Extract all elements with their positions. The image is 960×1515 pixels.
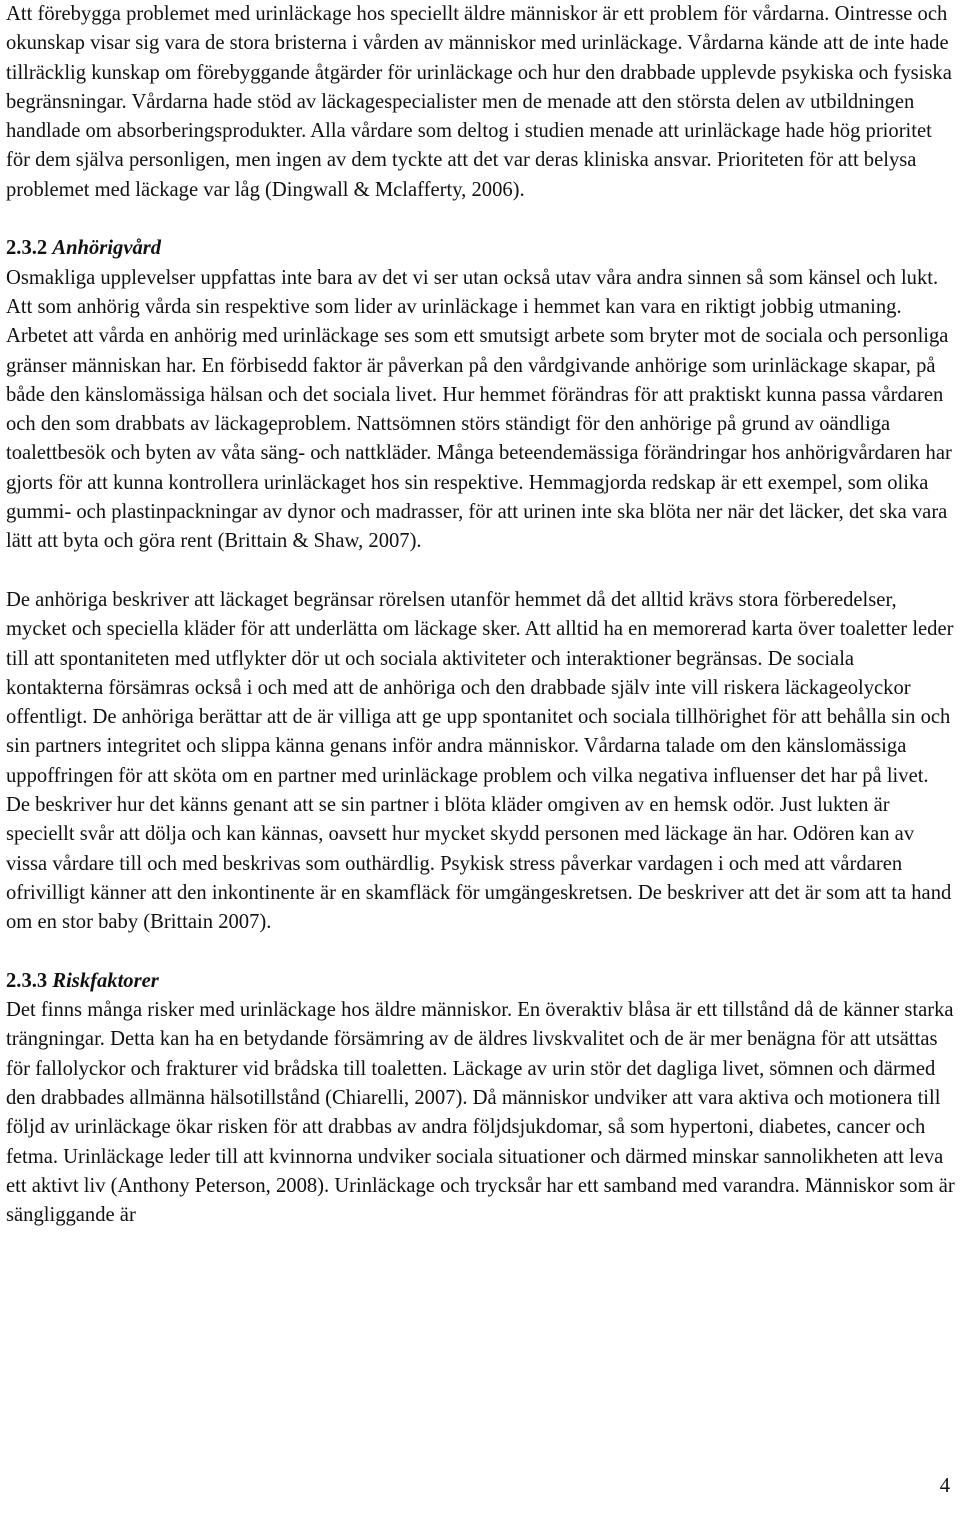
paragraph-intro: Att förebygga problemet med urinläckage hos speciellt äldre människor är ett problem för vårdarna. Ointresse och okunskap visar sig vara de stora bristerna i vården av människor med urinläckage. Vårdarna kände att de inte hade tillräcklig kunskap om förebyggande åtgärder för urinläckage och hur den drabbade upplevde psykiska och fysiska begränsningar. Vårdarna hade stöd av läckagespecialister men de menade att den största delen av utbildningen handlade om absorberingsprodukter. Alla vårdare som deltog i studien menade att urinläckage hade hög prioritet för dem själva personligen, men ingen av dem tyckte att det var deras kliniska ansvar. Prioriteten för att belysa problemet med läckage var låg (Dingwall & Mclafferty, 2006).: [6, 3, 952, 201]
section-title: Riskfaktorer: [52, 969, 159, 992]
section-title: Anhörigvård: [52, 237, 162, 260]
section-number: 2.3.3: [6, 969, 48, 992]
spacer: [6, 938, 956, 967]
page-number: 4: [939, 1475, 950, 1497]
section-heading-riskfaktorer: [6, 967, 956, 996]
section-heading-anhorigvard: [6, 234, 956, 263]
section-number: 2.3.2: [6, 237, 48, 260]
paragraph-anhorigvard-1: Osmakliga upplevelser uppfattas inte bara av det vi ser utan också utav våra andra sinnen så som känsel och lukt. Att som anhörig vårda sin respektive som lider av urinläckage i hemmet kan vara en riktigt jobbig utmaning. Arbetet att vårda en anhörig med urinläckage ses som ett smutsigt arbete som bryter mot de sociala och personliga gränser människan har. En förbisedd faktor är påverkan på den vårdgivande anhörige som urinläckage skapar, på både den känslomässiga hälsan och det sociala livet. Hur hemmet förändras för att praktiskt kunna passa vårdaren och den som drabbats av läckageproblem. Nattsömnen störs ständigt för den anhörige på grund av oändliga toalettbesök och byten av våta säng- och nattkläder. Många beteendemässiga förändringar hos anhörigvårdaren har gjorts för att kunna kontrollera urinläckaget hos sin respektive. Hemmagjorda redskap är ett exempel, som olika gummi- och plastinpackningar av dynor och madrasser, för att urinen inte ska blöta ner när det läcker, det ska vara lätt att byta och göra rent (Brittain & Shaw, 2007).: [6, 266, 952, 553]
spacer: [6, 557, 956, 586]
spacer: [6, 205, 956, 234]
paragraph-riskfaktorer: Det finns många risker med urinläckage hos äldre människor. En överaktiv blåsa är ett tillstånd då de känner starka trängningar. Detta kan ha en betydande försämring av de äldres livskvalitet och de är mer benägna för att utsättas för fallolyckor och frakturer vid brådska till toaletten. Läckage av urin stör det dagliga livet, sömnen och därmed den drabbades allmänna hälsotillstånd (Chiarelli, 2007). Då människor undviker att vara aktiva och motionera till följd av urinläckage ökar risken för att drabbas av andra följdsjukdomar, så som hypertoni, diabetes, cancer och fetma. Urinläckage leder till att kvinnorna undviker sociala situationer och därmed minskar sannolikheten att leva ett aktivt liv (Anthony Peterson, 2008). Urinläckage och trycksår har ett samband med varandra. Människor som är sängliggande är: [6, 999, 955, 1227]
paragraph-anhorigvard-2: De anhöriga beskriver att läckaget begränsar rörelsen utanför hemmet då det alltid krävs stora förberedelser, mycket och speciella kläder för att underlätta om läckage sker. Att alltid ha en memorerad karta över toaletter leder till att spontaniteten med utflykter dör ut och sociala aktiviteter och interaktioner begränsas. De sociala kontakterna försämras också i och med att de anhöriga och den drabbade själv inte vill riskera läckageolyckor offentligt. De anhöriga berättar att de är villiga att ge upp spontanitet och sociala tillhörighet för att behålla sin och sin partners integritet och slippa känna genans inför andra människor. Vårdarna talade om den känslomässiga uppoffringen för att sköta om en partner med urinläckage problem och vilka negativa influenser det har på livet. De beskriver hur det känns genant att se sin partner i blöta kläder omgiven av en hemsk odör. Just lukten är speciellt svår att dölja och kan kännas, oavsett hur mycket skydd personen med läckage än har. Odören kan av vissa vårdare till och med beskrivas som outhärdlig. Psykisk stress påverkar vardagen i och med att vårdaren ofrivilligt känner att den inkontinente är en skamfläck för umgängeskretsen. De beskriver att det är som att ta hand om en stor baby (Brittain 2007).: [6, 588, 954, 934]
document-page: [6, 0, 956, 1230]
